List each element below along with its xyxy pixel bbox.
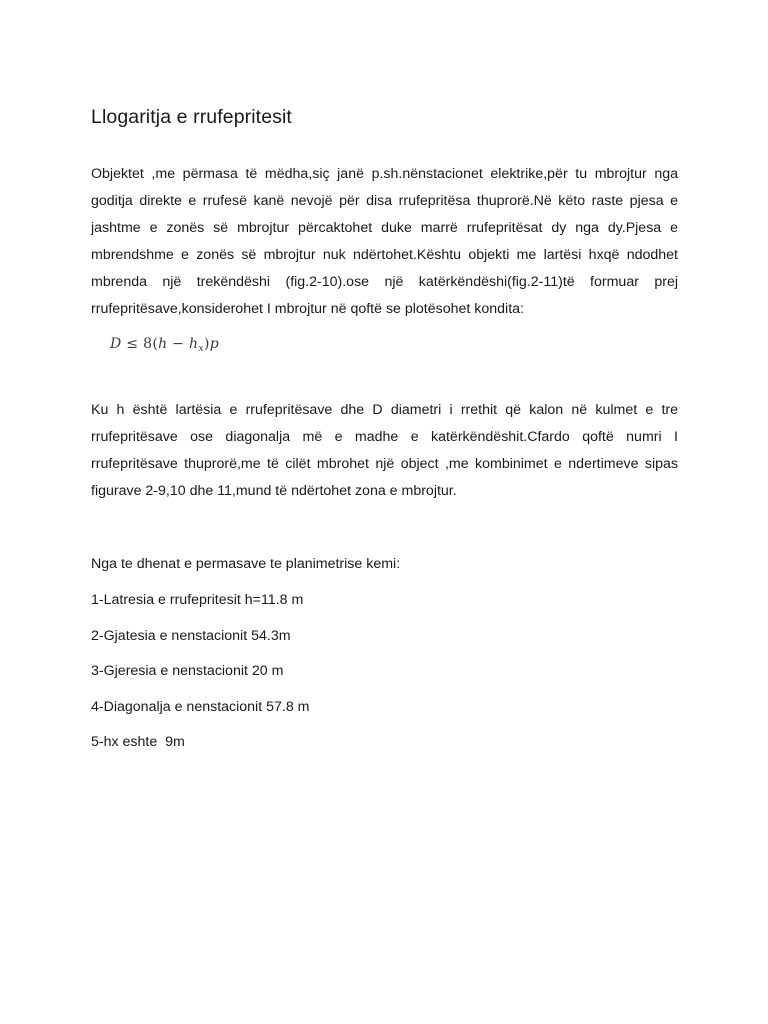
formula-factor-p: p <box>209 336 219 352</box>
formula-close-paren: ) <box>203 336 210 352</box>
formula-coefficient: 8 <box>143 336 153 352</box>
data-intro-text: Nga te dhenat e permasave te planimetrise kemi: <box>91 556 401 572</box>
document-title: Llogaritja e rrufepritesit <box>91 106 292 128</box>
formula-term-h: h <box>158 336 168 352</box>
list-item: 5-hx eshte 9m <box>91 734 185 750</box>
formula-lhs: D <box>110 336 122 352</box>
list-item: 3-Gjeresia e nenstacionit 20 m <box>91 663 284 679</box>
formula-open-paren: ( <box>152 336 159 352</box>
body-paragraph-intro: Objektet ,me përmasa të mëdha,siç janë p.sh.nënstacionet elektrike,për tu mbrojtur nga goditja direkte e rrufesë kanë nevojë për disa rrufepritësa thuprorë.Në këto raste pjesa e jashtme e zonës së mbrojtur përcaktohet duke marrë rrufepritësat dy nga dy.Pjesa e mbrendshme e zonës së mbrojtur nuk ndërtohet.Kështu objekti me lartësi hxqë ndodhet mbrenda një trekëndëshi (fig.2-10).ose një katërkëndëshi(fig.2-11)të formuar prej rrufepritësave,konsiderohet I mbrojtur në qoftë se plotësohet kondita: <box>91 166 678 317</box>
list-item: 2-Gjatesia e nenstacionit 54.3m <box>91 627 291 644</box>
data-list <box>91 590 309 768</box>
formula-minus: − <box>172 336 185 352</box>
formula-term-hx: h <box>188 336 199 352</box>
list-item: 1-Latresia e rrufepritesit h=11.8 m <box>91 592 304 608</box>
protection-condition-formula <box>110 336 219 354</box>
formula-operator: ≤ <box>126 336 139 352</box>
formula-subscript-x: x <box>198 343 204 354</box>
body-paragraph-explanation: Ku h është lartësia e rrufepritësave dhe D diametri i rrethit që kalon në kulmet e tre rrufepritësave ose diagonalja më e madhe e katërkëndëshit.Cfardo qoftë numri I rrufepritësave thuprorë,me të cilët mbrohet një object ,me kombinimet e ndertimeve sipas figurave 2-9,10 dhe 11,mund të ndërtohet zona e mbrojtur. <box>91 402 678 499</box>
list-item: 4-Diagonalja e nenstacionit 57.8 m <box>91 698 310 715</box>
